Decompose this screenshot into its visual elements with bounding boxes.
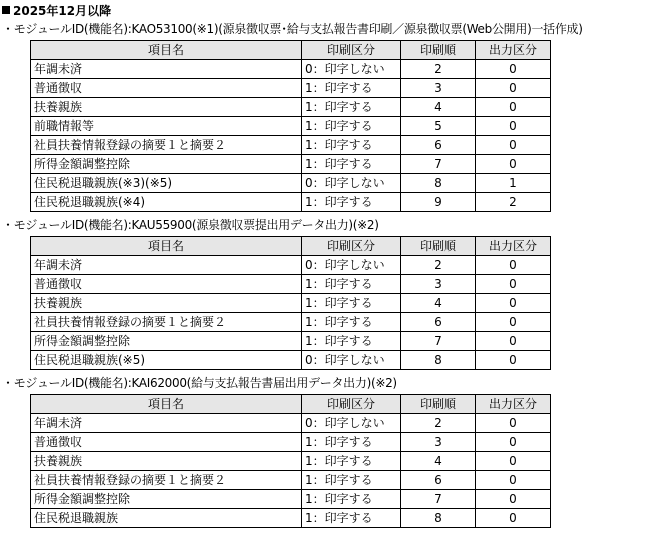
table-row (31, 294, 551, 313)
page-heading-text: 2025年12月以降 (13, 4, 112, 18)
header-output-type: 出力区分 (476, 41, 551, 60)
output-type-cell: 0 (476, 155, 551, 174)
print-order-cell: 2 (401, 414, 476, 433)
output-type-cell: 0 (476, 351, 551, 370)
table-row (31, 471, 551, 490)
print-type-cell: 1：印字する (302, 433, 401, 452)
print-type-cell: 1：印字する (302, 155, 401, 174)
item-name-cell: 住民税退職親族(※3)(※5) (31, 174, 302, 193)
print-order-cell: 4 (401, 294, 476, 313)
table-row (31, 332, 551, 351)
print-type-cell: 1：印字する (302, 294, 401, 313)
table-row (31, 452, 551, 471)
print-type-cell: 1：印字する (302, 509, 401, 528)
item-name-cell: 普通徴収 (31, 79, 302, 98)
print-order-cell: 4 (401, 452, 476, 471)
item-name-cell: 年調未済 (31, 60, 302, 79)
output-type-cell: 1 (476, 174, 551, 193)
output-type-cell: 0 (476, 136, 551, 155)
print-type-cell: 1：印字する (302, 313, 401, 332)
print-type-cell: 1：印字する (302, 193, 401, 212)
header-item-name: 項目名 (31, 395, 302, 414)
print-order-cell: 3 (401, 79, 476, 98)
print-order-cell: 5 (401, 117, 476, 136)
item-name-cell: 所得金額調整控除 (31, 332, 302, 351)
module-title-kao53100: ・モジュールID(機能名):KAO53100(※1)(源泉徴収票･給与支払報告書印刷／源泉徴収票(Web公開用)一括作成) (2, 22, 583, 36)
item-name-cell: 社員扶養情報登録の摘要１と摘要２ (31, 471, 302, 490)
table-row (31, 433, 551, 452)
header-item-name: 項目名 (31, 237, 302, 256)
print-type-cell: 0：印字しない (302, 351, 401, 370)
print-type-cell: 1：印字する (302, 332, 401, 351)
item-name-cell: 普通徴収 (31, 275, 302, 294)
output-type-cell: 0 (476, 294, 551, 313)
print-order-cell: 8 (401, 174, 476, 193)
output-type-cell: 0 (476, 60, 551, 79)
square-bullet-icon (2, 6, 10, 14)
table-row (31, 490, 551, 509)
print-type-cell: 1：印字する (302, 136, 401, 155)
output-type-cell: 0 (476, 79, 551, 98)
print-order-cell: 7 (401, 490, 476, 509)
table-row (31, 174, 551, 193)
print-order-cell: 4 (401, 98, 476, 117)
table-row (31, 509, 551, 528)
header-print-type: 印刷区分 (302, 237, 401, 256)
header-row (31, 237, 551, 256)
print-type-cell: 1：印字する (302, 471, 401, 490)
header-output-type: 出力区分 (476, 237, 551, 256)
print-type-cell: 1：印字する (302, 452, 401, 471)
header-print-order: 印刷順 (401, 395, 476, 414)
print-type-cell: 1：印字する (302, 117, 401, 136)
item-name-cell: 前職情報等 (31, 117, 302, 136)
print-type-cell: 1：印字する (302, 79, 401, 98)
table-row (31, 60, 551, 79)
header-print-type: 印刷区分 (302, 395, 401, 414)
item-name-cell: 社員扶養情報登録の摘要１と摘要２ (31, 313, 302, 332)
print-type-cell: 1：印字する (302, 490, 401, 509)
table-row (31, 414, 551, 433)
output-type-cell: 0 (476, 256, 551, 275)
output-type-cell: 0 (476, 509, 551, 528)
item-name-cell: 年調未済 (31, 256, 302, 275)
print-order-cell: 8 (401, 509, 476, 528)
table-row (31, 155, 551, 174)
table-row (31, 117, 551, 136)
item-name-cell: 所得金額調整控除 (31, 155, 302, 174)
item-name-cell: 住民税退職親族(※4) (31, 193, 302, 212)
print-type-cell: 1：印字する (302, 98, 401, 117)
header-output-type: 出力区分 (476, 395, 551, 414)
table-row (31, 275, 551, 294)
output-type-cell: 0 (476, 117, 551, 136)
print-order-cell: 9 (401, 193, 476, 212)
print-order-cell: 6 (401, 471, 476, 490)
module-title-kau55900: ・モジュールID(機能名):KAU55900(源泉徴収票提出用データ出力)(※2) (2, 218, 379, 232)
page-heading (2, 3, 111, 19)
output-type-cell: 0 (476, 414, 551, 433)
table-kai62000 (30, 394, 551, 528)
output-type-cell: 0 (476, 433, 551, 452)
header-row (31, 41, 551, 60)
item-name-cell: 年調未済 (31, 414, 302, 433)
item-name-cell: 社員扶養情報登録の摘要１と摘要２ (31, 136, 302, 155)
table-kao53100 (30, 40, 551, 212)
item-name-cell: 扶養親族 (31, 294, 302, 313)
table-row (31, 136, 551, 155)
item-name-cell: 住民税退職親族(※5) (31, 351, 302, 370)
item-name-cell: 扶養親族 (31, 98, 302, 117)
header-item-name: 項目名 (31, 41, 302, 60)
print-order-cell: 8 (401, 351, 476, 370)
print-order-cell: 7 (401, 155, 476, 174)
item-name-cell: 所得金額調整控除 (31, 490, 302, 509)
output-type-cell: 0 (476, 452, 551, 471)
table-row (31, 79, 551, 98)
item-name-cell: 普通徴収 (31, 433, 302, 452)
table-row (31, 98, 551, 117)
output-type-cell: 0 (476, 275, 551, 294)
print-order-cell: 7 (401, 332, 476, 351)
print-order-cell: 2 (401, 60, 476, 79)
header-print-type: 印刷区分 (302, 41, 401, 60)
module-title-kai62000: ・モジュールID(機能名):KAI62000(給与支払報告書届出用データ出力)(※2) (2, 376, 397, 390)
print-type-cell: 1：印字する (302, 275, 401, 294)
print-order-cell: 2 (401, 256, 476, 275)
header-row (31, 395, 551, 414)
table-row (31, 351, 551, 370)
print-order-cell: 6 (401, 136, 476, 155)
table-row (31, 256, 551, 275)
item-name-cell: 扶養親族 (31, 452, 302, 471)
output-type-cell: 0 (476, 490, 551, 509)
header-print-order: 印刷順 (401, 237, 476, 256)
output-type-cell: 0 (476, 471, 551, 490)
print-type-cell: 0：印字しない (302, 414, 401, 433)
print-type-cell: 0：印字しない (302, 256, 401, 275)
print-order-cell: 6 (401, 313, 476, 332)
print-type-cell: 0：印字しない (302, 174, 401, 193)
print-type-cell: 0：印字しない (302, 60, 401, 79)
output-type-cell: 0 (476, 313, 551, 332)
header-print-order: 印刷順 (401, 41, 476, 60)
output-type-cell: 0 (476, 332, 551, 351)
output-type-cell: 2 (476, 193, 551, 212)
output-type-cell: 0 (476, 98, 551, 117)
table-row (31, 193, 551, 212)
print-order-cell: 3 (401, 275, 476, 294)
table-row (31, 313, 551, 332)
item-name-cell: 住民税退職親族 (31, 509, 302, 528)
print-order-cell: 3 (401, 433, 476, 452)
table-kau55900 (30, 236, 551, 370)
